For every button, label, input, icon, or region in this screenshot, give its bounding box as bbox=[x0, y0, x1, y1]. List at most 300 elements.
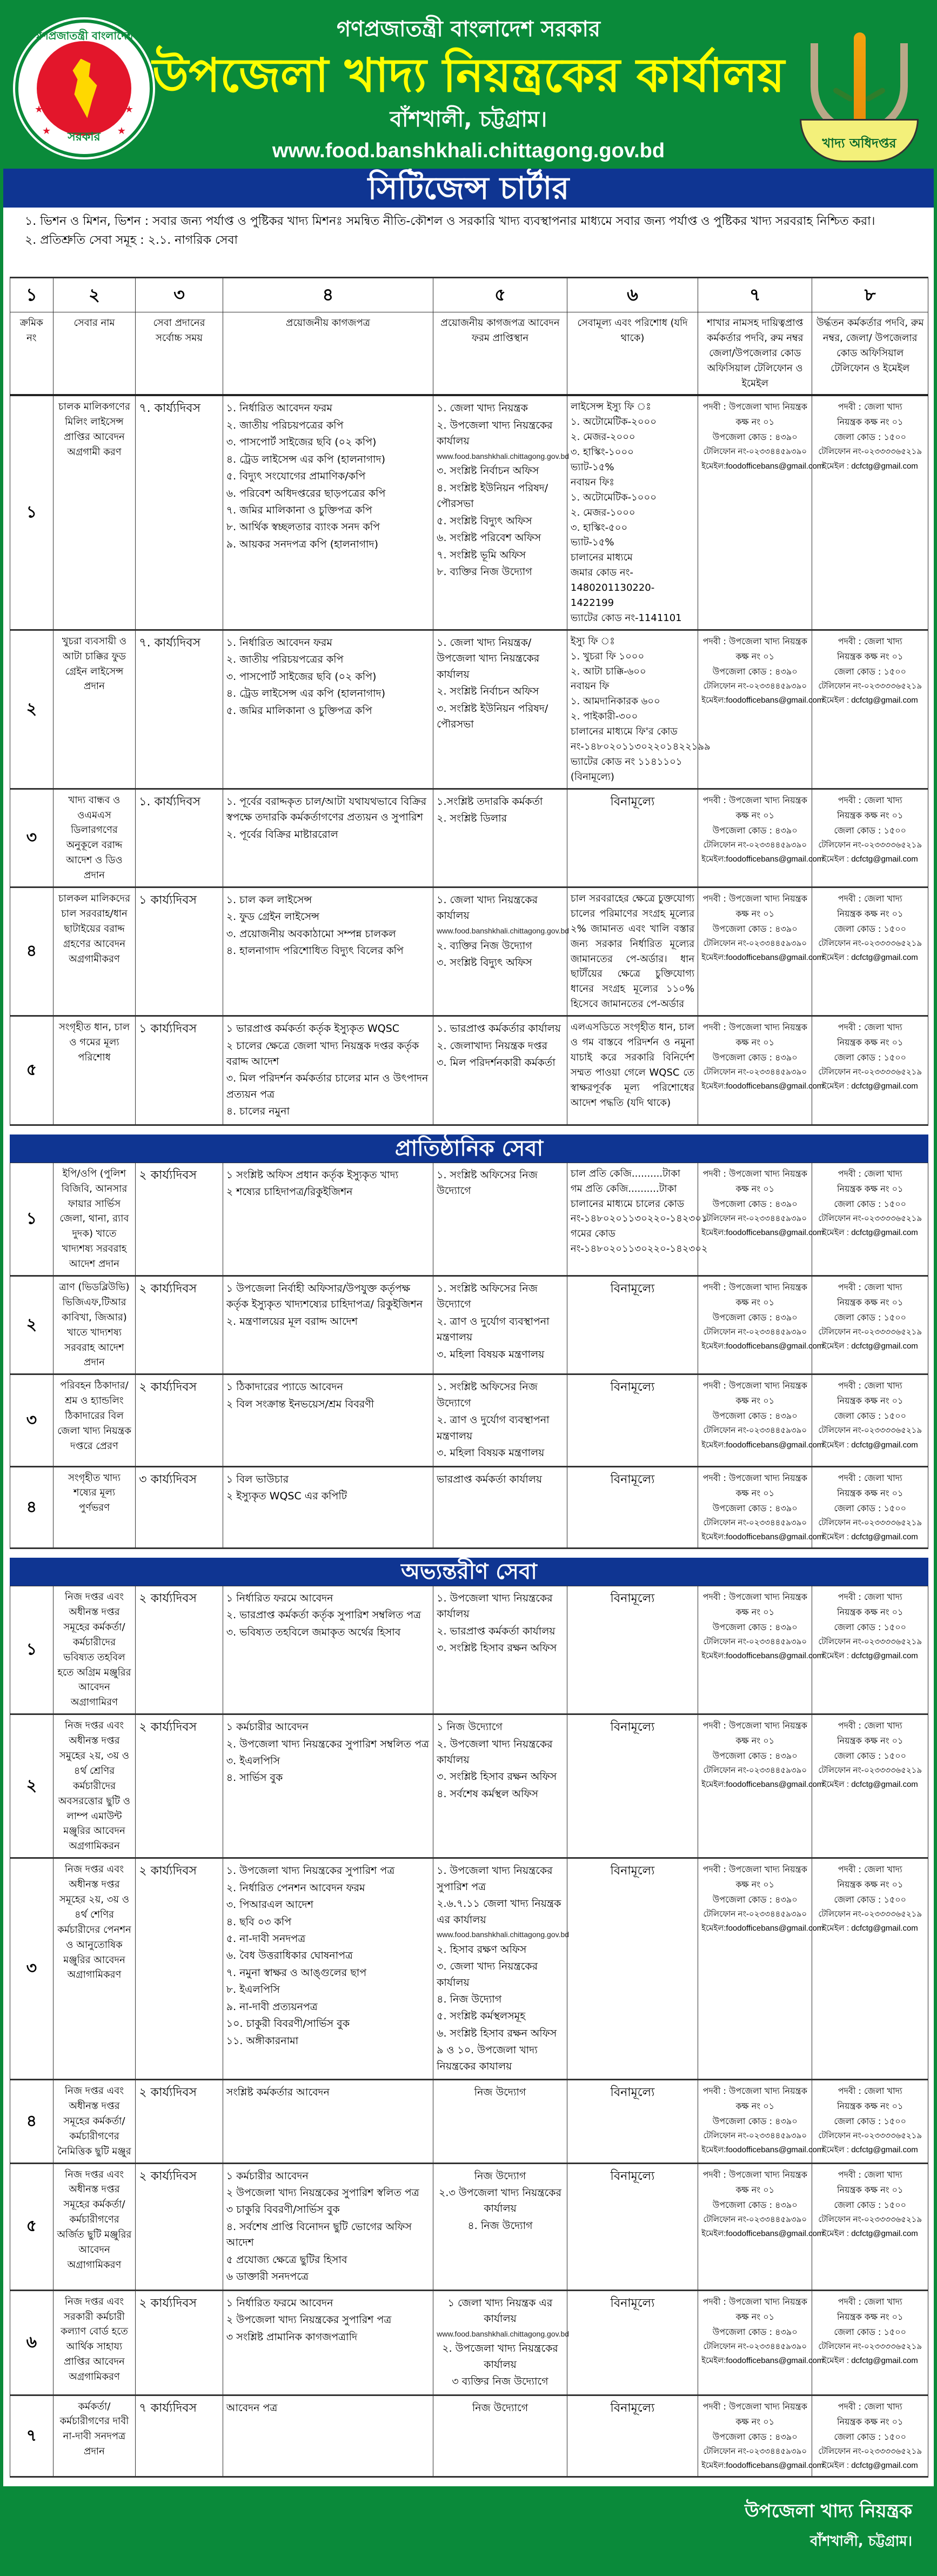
required-documents-line: ৩ সংশ্লিষ্ট প্রামানিক কাগজপত্রাদি bbox=[226, 2331, 358, 2343]
form-source bbox=[433, 1466, 567, 1549]
service-fee bbox=[567, 1163, 708, 1276]
form-source-line: ৫. সংশ্লিষ্ট বিদ্যুৎ অফিস bbox=[437, 515, 532, 527]
contact-code: উপজেলা কোড : ৪৩৯০ bbox=[712, 2199, 798, 2210]
contact-code: উপজেলা কোড : ৪৩৯০ bbox=[712, 1894, 798, 1905]
serial-number: ৫ bbox=[10, 2163, 53, 2290]
form-source bbox=[433, 1858, 570, 2080]
required-documents-line: ২. পূর্বের বিক্রির মাষ্টাররোল bbox=[226, 828, 338, 840]
charter-table bbox=[10, 1163, 928, 1549]
service-fee-line: ভ্যাট-১৫% bbox=[570, 537, 614, 549]
column-header: প্রয়োজনীয় কাগজপত্র আবেদন ফরম প্রাপ্তিস্থান bbox=[433, 312, 567, 395]
contact-phone: টেলিফোন নং-০২৩৩৩৩৬৫২১৯ bbox=[818, 681, 922, 691]
contact-designation2: নিয়ন্ত্রক কক্ষ নং ০১ bbox=[836, 810, 903, 820]
service-name: সংগৃহীত খাদ্য শষ্যের মূল্য পুর্ণভরণ bbox=[53, 1466, 136, 1549]
responsible-officer-contact bbox=[698, 2080, 824, 2163]
contact-phone: টেলিফোন নং-০২৩৩৪৪৫৯৩৯০ bbox=[703, 1327, 807, 1337]
responsible-officer-contact bbox=[698, 630, 824, 789]
page-title: সিটিজেন্স চার্টার bbox=[3, 169, 934, 208]
required-documents-line: ৩. পাসপোর্ট সাইজের ছবি (০২ কপি) bbox=[226, 436, 377, 449]
contact-designation2: নিয়ন্ত্রক কক্ষ নং ০১ bbox=[836, 1487, 903, 1498]
required-documents-line: ১. উপজেলা খাদ্য নিয়ন্ত্রকের সুপারিশ পত্র bbox=[226, 1865, 395, 1877]
charter-table bbox=[10, 1586, 928, 2478]
required-documents bbox=[223, 1276, 433, 1374]
required-documents-line: ১. নির্ধারিত আবেদন ফরম bbox=[226, 402, 332, 415]
required-documents bbox=[223, 789, 433, 887]
service-fee-line: চাল সরবরাহের ক্ষেত্রে চুক্তযোগ্য চালের পরিমাণের সংগ্রহ মূল্যের ২% জামানত এবং খালি বস্তার জন্য সরকার নির্ধারিত মূল্যের জামানতের পে-অর্ডার। ধান ছাটাঁয়ের ক্ষেত্রে চুক্তিযোগ্য ধানের সংগ্রহ মূল্যের ১১০% হিসেবে জামানতের পে-অর্ডার bbox=[570, 893, 695, 1010]
required-documents-line: ১ সংশ্লিষ্ট অফিস প্রধান কর্তৃক ইস্যুকৃত খাদ্য bbox=[226, 1169, 399, 1181]
bangladesh-map-icon bbox=[68, 59, 101, 118]
required-documents-line: আবেদন পত্র bbox=[226, 2401, 278, 2414]
form-source bbox=[433, 395, 570, 630]
required-documents-line: ৫. না-দাবী সনদপত্র bbox=[226, 1932, 306, 1945]
form-source-line: ১. জেলা খাদ্য নিয়ন্ত্রক/ উপজেলা খাদ্য নিয়ন্ত্রকের কার্যালয় bbox=[437, 636, 540, 680]
footer-banner bbox=[3, 2486, 934, 2573]
required-documents bbox=[223, 1374, 433, 1466]
service-fee-line: জমার কোড নং- bbox=[570, 567, 633, 579]
required-documents bbox=[223, 630, 433, 789]
contact-phone: টেলিফোন নং-০২৩৩৩৩৬৫২১৯ bbox=[818, 1637, 922, 1647]
intro-block bbox=[3, 208, 934, 250]
required-documents-line: ২. জাতীয় পরিচয়পত্রের কপি bbox=[226, 653, 344, 666]
contact-code: জেলা কোড : ১৫০০ bbox=[834, 825, 907, 836]
contact-designation: পদবী : জেলা খাদ্য bbox=[838, 2086, 902, 2097]
column-number: ৫ bbox=[433, 278, 567, 312]
form-source-line: নিজ উদ্যোগ bbox=[474, 2170, 526, 2182]
service-fee-line: বিনামূল্যে bbox=[610, 2086, 655, 2100]
service-fee-line: গমের কোড নং-১৪৮০২০১১৩০২২০-১৪২৩০২ bbox=[570, 1228, 708, 1255]
contact-designation2: নিয়ন্ত্রক কক্ষ নং ০১ bbox=[836, 2311, 903, 2322]
form-source-line: ২.৩ উপজেলা খাদ্য নিয়ন্ত্রকের কার্যালয় bbox=[439, 2187, 561, 2215]
serial-number: ৪ bbox=[10, 887, 53, 1016]
max-service-time: ২ কার্য্যদিবস bbox=[136, 1163, 223, 1276]
service-name: সংগৃহীত ধান, চাল ও গমের মূল্য পরিশোধ bbox=[53, 1016, 136, 1125]
contact-room: কক্ষ নং ০১ bbox=[735, 1607, 775, 1618]
contact-designation: পদবী : উপজেলা খাদ্য নিয়ন্ত্রক bbox=[702, 1282, 807, 1293]
superior-officer-contact bbox=[812, 1016, 928, 1125]
service-fee-line: চালানের মাধ্যমে ফি'র কোড নং-১৪৮০২০১১৩০২২০১৪২২১৯৯ bbox=[570, 726, 711, 753]
service-fee bbox=[567, 1276, 698, 1374]
contact-phone: টেলিফোন নং-০২৩৩৩৩৬৫২১৯ bbox=[818, 1213, 922, 1223]
contact-designation: পদবী : জেলা খাদ্য bbox=[838, 1022, 902, 1033]
service-fee bbox=[567, 395, 698, 630]
form-source-line: ৩. মহিলা বিষয়ক মন্ত্রণালয় bbox=[437, 1447, 545, 1459]
service-fee-line: চাল প্রতি কেজি..........টাকা bbox=[570, 1167, 680, 1179]
contact-email: ইমেইল:foodofficebans@gmail.com bbox=[701, 1532, 824, 1541]
form-source-line: ৪. নিজ উদ্যোগ bbox=[437, 1993, 502, 2005]
max-service-time: ৭ কার্য্যদিবস bbox=[136, 2395, 223, 2477]
required-documents-line: ২ উপজেলা খাদ্য নিয়ন্ত্রকের সুপারিশ পত্র bbox=[226, 2314, 392, 2326]
form-source-line: ১. সংশ্লিষ্ট অফিসের নিজ উদ্যোগে bbox=[437, 1381, 538, 1409]
seal-red-disc bbox=[37, 41, 131, 136]
contact-email: ইমেইল:foodofficebans@gmail.com bbox=[701, 696, 824, 705]
star-icon: ★ bbox=[124, 104, 133, 115]
contact-phone: টেলিফোন নং-০২৩৩৩৩৬৫২১৯ bbox=[818, 1910, 922, 1919]
service-fee-line: গম প্রতি কেজি..........টাকা bbox=[570, 1183, 677, 1194]
contact-phone: টেলিফোন নং-০২৩৩৪৪৫৯৩৯০ bbox=[703, 2131, 807, 2141]
form-source-line: ১. সংশ্লিষ্ট অফিসের নিজ উদ্যোগে bbox=[437, 1283, 538, 1311]
contact-designation: পদবী : উপজেলা খাদ্য নিয়ন্ত্রক bbox=[702, 1022, 807, 1033]
required-documents bbox=[223, 2395, 433, 2477]
required-documents-line: ৩. প্রয়োজনীয় অবকাঠামো সম্পন্ন চালকল bbox=[226, 927, 396, 940]
required-documents-line: ৩. ভবিষ্যত তহবিলে জমাকৃত অর্থের হিসাব bbox=[226, 1626, 401, 1638]
contact-code: জেলা কোড : ১৫০০ bbox=[834, 2326, 907, 2337]
service-fee-line: বিনামূল্যে bbox=[610, 1720, 655, 1734]
required-documents-line: ৮. ইএলপিসি bbox=[226, 1984, 280, 1996]
service-fee bbox=[567, 2290, 698, 2395]
contact-code: জেলা কোড : ১৫০০ bbox=[834, 924, 907, 935]
contact-code: জেলা কোড : ১৫০০ bbox=[834, 432, 907, 443]
contact-room: কক্ষ নং ০১ bbox=[735, 2311, 775, 2322]
contact-email: ইমেইল : dcfctg@gmail.com bbox=[822, 1440, 918, 1450]
form-source-line: ১. ভারপ্রাপ্ত কর্মকর্তার কার্যালয় bbox=[437, 1023, 561, 1035]
service-row bbox=[10, 2080, 928, 2163]
contact-code: উপজেলা কোড : ৪৩৯০ bbox=[712, 1198, 798, 1209]
form-source-line: ৩ ব্যক্তির নিজ উদ্যোগে bbox=[452, 2375, 548, 2388]
serial-number: ৩ bbox=[10, 789, 53, 887]
column-header: ক্রমিক নং bbox=[10, 312, 53, 395]
superior-officer-contact bbox=[812, 2290, 928, 2395]
required-documents-line: ৯. না-দাবী প্রত্যয়নপত্র bbox=[226, 2000, 318, 2013]
column-number: ৪ bbox=[223, 278, 433, 312]
superior-officer-contact bbox=[812, 395, 928, 630]
contact-code: উপজেলা কোড : ৪৩৯০ bbox=[712, 432, 798, 443]
contact-designation: পদবী : উপজেলা খাদ্য নিয়ন্ত্রক bbox=[702, 636, 807, 646]
office-name: উপজেলা খাদ্য নিয়ন্ত্রকের কার্যালয় bbox=[152, 49, 785, 103]
superior-officer-contact bbox=[812, 1374, 928, 1466]
service-name: নিজ দপ্তর এবং অধীনস্ত দপ্তর সমূহের কর্মকর্তা/কর্মচারীগণের অর্জিত ছুটি মঞ্জুরির আবেদন অগ্রাগামিকরণ bbox=[53, 2163, 136, 2290]
required-documents-line: ৩. ইএলপিসি bbox=[226, 1755, 280, 1767]
contact-room: কক্ষ নং ০১ bbox=[735, 417, 775, 428]
contact-email: ইমেইল : dcfctg@gmail.com bbox=[822, 953, 918, 963]
required-documents-line: ৯. আয়কর সনদপত্র কপি (হালনাগাদ) bbox=[226, 538, 379, 550]
contact-code: জেলা কোড : ১৫০০ bbox=[834, 1411, 907, 1422]
service-fee-line: ১. অটোমেটিক-১০০০ bbox=[570, 491, 657, 503]
contact-phone: টেলিফোন নং-০২৩৩৩৩৬৫২১৯ bbox=[818, 1426, 922, 1436]
contact-designation: পদবী : জেলা খাদ্য bbox=[838, 1168, 902, 1179]
contact-phone: টেলিফোন নং-০২৩৩৪৪৫৯৩৯০ bbox=[703, 447, 807, 457]
serial-number: ৪ bbox=[10, 1466, 53, 1549]
contact-room: কক্ষ নং ০১ bbox=[735, 1297, 775, 1308]
vision-mission-line: ১. ভিশন ও মিশন, ভিশন : সবার জন্য পর্যাপ্ত ও পুষ্টিকর খাদ্য মিশনঃ সমন্বিত নীতি-কৌশল ও সরকারি খাদ্য ব্যবস্থাপনার মাধ্যমে সবার জন্য পর্যাপ্ত ও পুষ্টিকর খাদ্য সরবরাহ নিশ্চিত করা। bbox=[25, 215, 875, 228]
service-fee bbox=[567, 1374, 698, 1466]
serial-number: ৫ bbox=[10, 1016, 53, 1125]
serial-number: ৬ bbox=[10, 2290, 53, 2395]
form-source-line: www.food.banshkhali.chittagong.gov.bd bbox=[437, 1930, 570, 1939]
column-header: শাখার নামসহ দায়িত্বপ্রাপ্ত কর্মকর্তার পদবি, রুম নম্বর জেলা/উপজেলার কোড অফিসিয়াল টেলিফোন ও ইমেইল bbox=[698, 312, 812, 395]
required-documents-line: ১. নির্ধারিত আবেদন ফরম bbox=[226, 636, 332, 649]
serial-number: ১ bbox=[10, 395, 53, 630]
responsible-officer-contact bbox=[698, 1016, 824, 1125]
service-row bbox=[10, 1374, 928, 1466]
contact-room: কক্ষ নং ০১ bbox=[735, 2416, 775, 2427]
contact-designation: পদবী : জেলা খাদ্য bbox=[838, 795, 902, 805]
superior-officer-contact bbox=[812, 789, 928, 887]
column-label-row bbox=[10, 312, 928, 395]
contact-code: জেলা কোড : ১৫০০ bbox=[834, 666, 907, 677]
required-documents-line: ২ উপজেলা খাদ্য নিয়ন্ত্রকের সুপারিশ স্বলিত পত্র bbox=[226, 2187, 419, 2199]
charter-tables bbox=[3, 277, 934, 2478]
service-fee bbox=[567, 2163, 698, 2290]
contact-phone: টেলিফোন নং-০২৩৩৪৪৫৯৩৯০ bbox=[703, 2341, 807, 2351]
required-documents bbox=[223, 2163, 433, 2290]
contact-email: ইমেইল : dcfctg@gmail.com bbox=[822, 2145, 918, 2155]
contact-email: ইমেইল:foodofficebans@gmail.com bbox=[701, 1082, 824, 1091]
service-fee-line: ২. মেজর-২০০০ bbox=[570, 431, 635, 443]
responsible-officer-contact bbox=[698, 395, 824, 630]
footer-location: বাঁশখালী, চট্টগ্রাম। bbox=[810, 2533, 912, 2550]
star-icon: ★ bbox=[35, 104, 44, 115]
contact-designation2: নিয়ন্ত্রক কক্ষ নং ০১ bbox=[836, 2101, 903, 2112]
required-documents-line: ২. ভারপ্রাপ্ত কর্মকর্তা কর্তৃক সুপারিশ সম্বলিত পত্র bbox=[226, 1609, 421, 1621]
contact-phone: টেলিফোন নং-০২৩৩৪৪৫৯৩৯০ bbox=[703, 1637, 807, 1647]
required-documents-line: ৬ ডাক্তারী সনদপত্রে bbox=[226, 2271, 309, 2283]
required-documents bbox=[223, 2290, 433, 2395]
service-fee-line: ভ্যাটের কোড নং ১১৪১১০১ (বিনামূল্যে) bbox=[570, 756, 682, 783]
form-source bbox=[433, 1374, 567, 1466]
contact-designation2: নিয়ন্ত্রক কক্ষ নং ০১ bbox=[836, 417, 903, 428]
contact-room: কক্ষ নং ০১ bbox=[735, 1736, 775, 1746]
charter-table bbox=[10, 277, 928, 1125]
form-source bbox=[433, 2080, 567, 2163]
contact-room: কক্ষ নং ০১ bbox=[735, 2184, 775, 2195]
max-service-time: ২ কার্য্যদিবস bbox=[136, 1858, 223, 2080]
service-row bbox=[10, 2395, 928, 2477]
responsible-officer-contact bbox=[698, 1163, 824, 1276]
service-fee-line: বিনামূল্যে bbox=[610, 1282, 655, 1296]
form-source-line: ৪. নিজ উদ্যোগ bbox=[467, 2219, 533, 2232]
service-name: চালক মালিকগণের মিলিং লাইসেন্স প্রাপ্তির আবেদন অগ্রগামী করণ bbox=[53, 395, 136, 630]
contact-designation2: নিয়ন্ত্রক কক্ষ নং ০১ bbox=[836, 1183, 903, 1194]
contact-code: উপজেলা কোড : ৪৩৯০ bbox=[712, 1052, 798, 1063]
service-row bbox=[10, 789, 928, 887]
contact-phone: টেলিফোন নং-০২৩৩৩৩৬৫২১৯ bbox=[818, 1518, 922, 1527]
service-fee-line: ৩. হাস্কিং-৫০০ bbox=[570, 522, 628, 533]
contact-code: উপজেলা কোড : ৪৩৯০ bbox=[712, 1503, 798, 1513]
contact-code: উপজেলা কোড : ৪৩৯০ bbox=[712, 2431, 798, 2442]
serial-number: ১ bbox=[10, 1163, 53, 1276]
contact-phone: টেলিফোন নং-০২৩৩৩৩৬৫২১৯ bbox=[818, 447, 922, 457]
superior-officer-contact bbox=[812, 2395, 928, 2477]
contact-email: ইমেইল:foodofficebans@gmail.com bbox=[701, 1780, 824, 1790]
form-source bbox=[433, 887, 570, 1016]
max-service-time: ৭. কার্য্যদিবস bbox=[136, 395, 223, 630]
contact-designation: পদবী : উপজেলা খাদ্য নিয়ন্ত্রক bbox=[702, 1472, 807, 1483]
required-documents-line: ২. উপজেলা খাদ্য নিয়ন্ত্রকের সুপারিশ সম্বলিত পত্র bbox=[226, 1738, 429, 1750]
form-source-line: ১. উপজেলা খাদ্য নিয়ন্ত্রকের কার্যালয় bbox=[437, 1592, 553, 1620]
service-row bbox=[10, 1858, 928, 2080]
service-fee bbox=[567, 630, 711, 789]
contact-email: ইমেইল : dcfctg@gmail.com bbox=[822, 2228, 918, 2238]
form-source-line: ১ জেলা খাদ্য নিয়ন্ত্রক এর কার্যালয় bbox=[447, 2297, 553, 2325]
form-source-line: ২. জেলাখাদ্য নিয়ন্ত্রক দপ্তর bbox=[437, 1039, 547, 1052]
service-fee-line: নবায়ন ফি bbox=[570, 680, 610, 692]
required-documents-line: ৭. জমির মালিকানা ও চুক্তিপত্র কপি bbox=[226, 504, 372, 517]
max-service-time: ২ কার্য্যদিবস bbox=[136, 2290, 223, 2395]
form-source bbox=[433, 1163, 567, 1276]
contact-designation: পদবী : জেলা খাদ্য bbox=[838, 1592, 902, 1603]
contact-room: কক্ষ নং ০১ bbox=[735, 909, 775, 919]
form-source-line: নিজ উদ্যোগে bbox=[472, 2401, 528, 2414]
contact-room: কক্ষ নং ০১ bbox=[735, 1183, 775, 1194]
service-fee-line: বিনামূল্যে bbox=[610, 2169, 655, 2183]
section-title-bar: অভ্যন্তরীণ সেবা bbox=[10, 1558, 928, 1586]
max-service-time: ২ কার্য্যদিবস bbox=[136, 2163, 223, 2290]
responsible-officer-contact bbox=[698, 887, 824, 1016]
form-source-line: ভারপ্রাপ্ত কর্মকর্তা কার্যালয় bbox=[437, 1473, 543, 1485]
service-fee-line: ২. আটা চাক্কি-৬০০ bbox=[570, 665, 646, 677]
contact-code: জেলা কোড : ১৫০০ bbox=[834, 2431, 907, 2442]
star-icon: ★ bbox=[117, 125, 126, 137]
contact-email: ইমেইল:foodofficebans@gmail.com bbox=[701, 2228, 824, 2238]
contact-designation2: নিয়ন্ত্রক কক্ষ নং ০১ bbox=[836, 1607, 903, 1618]
required-documents-line: ৪. চালের নমুনা bbox=[226, 1105, 290, 1118]
responsible-officer-contact bbox=[698, 1374, 824, 1466]
form-source-line: ২. সংশ্লিষ্ট ডিলার bbox=[437, 812, 507, 825]
service-fee bbox=[567, 2395, 698, 2477]
responsible-officer-contact bbox=[698, 1466, 824, 1549]
contact-phone: টেলিফোন নং-০২৩৩৪৪৫৯৩৯০ bbox=[703, 1910, 807, 1919]
service-fee-line: ১. অটোমেটিক-২০০০ bbox=[570, 416, 657, 428]
service-row bbox=[10, 2163, 928, 2290]
max-service-time: ২ কার্য্যদিবস bbox=[136, 1276, 223, 1374]
services-line: ২. প্রতিশ্রুতি সেবা সমূহ : ২.১. নাগরিক সেবা bbox=[25, 233, 238, 248]
contact-phone: টেলিফোন নং-০২৩৩৩৩৬৫২১৯ bbox=[818, 1766, 922, 1776]
service-row bbox=[10, 1276, 928, 1374]
form-source-line: ৩. সংশ্লিষ্ট ইউনিয়ন পরিষদ/পৌরসভা bbox=[437, 702, 548, 730]
contact-phone: টেলিফোন নং-০২৩৩৪৪৫৯৩৯০ bbox=[703, 1426, 807, 1436]
contact-room: কক্ষ নং ০১ bbox=[735, 1396, 775, 1406]
required-documents-line: ৪. ট্রেড লাইসেন্স এর কপি (হালনাগাদ) bbox=[226, 688, 385, 700]
form-source bbox=[433, 1016, 567, 1125]
required-documents-line: ১ ভারপ্রাপ্ত কর্মকর্তা কর্তৃক ইস্যুকৃত WQSC bbox=[226, 1023, 400, 1035]
section-title-bar: প্রাতিষ্ঠানিক সেবা bbox=[10, 1134, 928, 1163]
form-source-line: www.food.banshkhali.chittagong.gov.bd bbox=[437, 926, 570, 935]
service-fee-line: ২. মেজর-১০০০ bbox=[570, 506, 635, 518]
required-documents-line: ৬. পরিবেশ অধিদপ্তরের ছাড়পত্রের কপি bbox=[226, 487, 386, 499]
service-name: নিজ দপ্তর এবং সরকারী কর্মচারী কল্যাণ বোর্ড হতে আর্থিক সাহায্য প্রাপ্তির আবেদন অগ্রগামিকরণ bbox=[53, 2290, 136, 2395]
contact-email: ইমেইল:foodofficebans@gmail.com bbox=[701, 1342, 824, 1351]
contact-designation2: নিয়ন্ত্রক কক্ষ নং ০১ bbox=[836, 2416, 903, 2427]
contact-phone: টেলিফোন নং-০২৩৩৪৪৫৯৩৯০ bbox=[703, 1518, 807, 1527]
contact-designation: পদবী : জেলা খাদ্য bbox=[838, 1864, 902, 1875]
contact-email: ইমেইল : dcfctg@gmail.com bbox=[822, 1082, 918, 1091]
service-fee-line: বিনামূল্যে bbox=[610, 795, 655, 809]
contact-code: উপজেলা কোড : ৪৩৯০ bbox=[712, 825, 798, 836]
serial-number: ৭ bbox=[10, 2395, 53, 2477]
government-name: গণপ্রজাতন্ত্রী বাংলাদেশ সরকার bbox=[337, 17, 600, 42]
required-documents-line: ৫. জমির মালিকানা ও চুক্তিপত্র কপি bbox=[226, 704, 372, 717]
service-fee bbox=[567, 887, 698, 1016]
form-source-line: ২. ব্যক্তির নিজ উদ্যোগ bbox=[437, 939, 532, 952]
form-source bbox=[433, 2163, 567, 2290]
service-fee-line: বিনামূল্যে bbox=[610, 2296, 655, 2310]
required-documents-line: সংশ্লিষ্ট কর্মকর্তার আবেদন bbox=[226, 2086, 330, 2099]
header-banner bbox=[3, 0, 934, 169]
superior-officer-contact bbox=[812, 1276, 928, 1374]
contact-code: উপজেলা কোড : ৪৩৯০ bbox=[712, 924, 798, 935]
contact-designation: পদবী : উপজেলা খাদ্য নিয়ন্ত্রক bbox=[702, 2296, 807, 2307]
required-documents-line: ১ নির্ধারিত ফরমে আবেদন bbox=[226, 2297, 333, 2309]
contact-designation: পদবী : উপজেলা খাদ্য নিয়ন্ত্রক bbox=[702, 2169, 807, 2180]
form-source bbox=[433, 1714, 567, 1858]
max-service-time: ২ কার্য্যদিবস bbox=[136, 1714, 223, 1858]
form-source-line: নিজ উদ্যোগ bbox=[474, 2086, 526, 2099]
service-fee-line: 1480201130220-1422199 bbox=[570, 582, 655, 609]
service-fee-line: নবায়ন ফিঃ bbox=[570, 476, 614, 488]
contact-designation: পদবী : উপজেলা খাদ্য নিয়ন্ত্রক bbox=[702, 893, 807, 904]
required-documents-line: ৪. ছবি ০৩ কপি bbox=[226, 1916, 292, 1928]
contact-designation: পদবী : জেলা খাদ্য bbox=[838, 2401, 902, 2412]
max-service-time: ১ কার্য্যদিবস bbox=[136, 887, 223, 1016]
superior-officer-contact bbox=[812, 1858, 928, 2080]
service-fee-line: ভ্যাট-১৫% bbox=[570, 461, 614, 473]
required-documents-line: ২ চালের ক্ষেত্রে জেলা খাদ্য নিয়ন্ত্রক দপ্তর কর্তৃক বরাদ্দ আদেশ bbox=[226, 1039, 419, 1068]
service-name: নিজ দপ্তর এবং অধীনস্ত দপ্তর সমূহের কর্মকর্তা/কর্মচারীগণের নৈমিত্তিক ছুটি মঞ্জুর bbox=[53, 2080, 136, 2163]
required-documents-line: ২. মন্ত্রণালয়ের মূল বরাদ্দ আদেশ bbox=[226, 1315, 358, 1327]
contact-designation: পদবী : জেলা খাদ্য bbox=[838, 1472, 902, 1483]
contact-code: জেলা কোড : ১৫০০ bbox=[834, 1622, 907, 1633]
required-documents-line: ১ ঠিকাদারের প্যাডে আবেদন bbox=[226, 1381, 343, 1393]
service-fee bbox=[567, 1858, 698, 2080]
required-documents-line: ২. জাতীয় পরিচয়পত্রের কপি bbox=[226, 419, 344, 431]
seal-ring-top-text: গণপ্রজাতন্ত্রী বাংলাদেশ bbox=[35, 29, 133, 42]
superior-officer-contact bbox=[812, 2163, 928, 2290]
service-name: খুচরা ব্যবসায়ী ও আটা চাক্কির ফুড গ্রেইন লাইসেন্স প্রদান bbox=[53, 630, 136, 789]
max-service-time: ২ কার্য্যদিবস bbox=[136, 1586, 223, 1714]
required-documents bbox=[223, 2080, 433, 2163]
form-source-line: ৬. সংশ্লিষ্ট পরিবেশ অফিস bbox=[437, 532, 541, 544]
service-row bbox=[10, 887, 928, 1016]
form-source-line: www.food.banshkhali.chittagong.gov.bd bbox=[437, 451, 570, 461]
service-name: ত্রাণ (ভিডব্লিউভি) ভিজিএফ,টিআর কাবিখা, জিআর) খাতে খাদ্যশষ্য সরবরাহ আদেশ প্রদান bbox=[53, 1276, 136, 1374]
service-fee-line: ৩. হাস্কিং-১০০০ bbox=[570, 446, 634, 458]
required-documents-line: ২ ইস্যুকৃত WQSC এর কপিটি bbox=[226, 1490, 347, 1502]
form-source-line: ১.সংশ্লিষ্ট তদারকি কর্মকর্তা bbox=[437, 795, 543, 807]
service-fee-line: বিনামূল্যে bbox=[610, 2401, 655, 2415]
required-documents-line: ৩. পিআরএল আদেশ bbox=[226, 1899, 313, 1911]
form-source-line: ৩. সংশ্লিষ্ট হিসাব রক্ষন অফিস bbox=[437, 1642, 557, 1654]
responsible-officer-contact bbox=[698, 2163, 824, 2290]
contact-phone: টেলিফোন নং-০২৩৩৩৩৬৫২১৯ bbox=[818, 1327, 922, 1337]
column-number: ২ bbox=[53, 278, 136, 312]
required-documents-line: ৪. সর্বশেষ প্রাপ্তি বিনোদন ছুটি ভোগের অফিস আদেশ bbox=[226, 2220, 412, 2249]
service-row bbox=[10, 1163, 928, 1276]
column-number: ১ bbox=[10, 278, 53, 312]
contact-phone: টেলিফোন নং-০২৩৩৪৪৫৯৩৯০ bbox=[703, 1766, 807, 1776]
service-name: নিজ দপ্তর এবং অধীনস্ত দপ্তর সমূহের কর্মকর্তা/কর্মচারীদের ভবিষ্যত তহবিল হতে অগ্রিম মঞ্জুরির আবেদন অগ্রাগামিরণ bbox=[53, 1586, 136, 1714]
contact-designation: পদবী : উপজেলা খাদ্য নিয়ন্ত্রক bbox=[702, 2086, 807, 2097]
form-source-line: ৮. ব্যক্তির নিজ উদ্যোগ bbox=[437, 566, 532, 578]
form-source-line: ১. জেলা খাদ্য নিয়ন্ত্রকের কার্যালয় bbox=[437, 894, 538, 922]
required-documents-line: ১ উপজেলা নির্বাহী অফিসার/উপযুক্ত কর্তৃপক্ষ কর্তৃক ইস্যুকৃত খাদ্যশষ্যের চাহিদাপত্র/ রিকুইজিশন bbox=[226, 1283, 423, 1311]
contact-email: ইমেইল:foodofficebans@gmail.com bbox=[701, 1651, 824, 1661]
serial-number: ৪ bbox=[10, 2080, 53, 2163]
service-row bbox=[10, 1714, 928, 1858]
serial-number: ২ bbox=[10, 1714, 53, 1858]
form-source-line: ৫. সংশ্লিষ্ট কর্মস্থলসমূহ bbox=[437, 2010, 526, 2023]
required-documents bbox=[223, 887, 433, 1016]
responsible-officer-contact bbox=[698, 1276, 824, 1374]
form-source bbox=[433, 1586, 567, 1714]
contact-designation2: নিয়ন্ত্রক কক্ষ নং ০১ bbox=[836, 909, 903, 919]
contact-room: কক্ষ নং ০১ bbox=[735, 810, 775, 820]
contact-phone: টেলিফোন নং-০২৩৩৪৪৫৯৩৯০ bbox=[703, 2214, 807, 2224]
food-directorate-logo-icon bbox=[800, 27, 919, 162]
service-fee-line: ইস্যু ফি ঃ bbox=[570, 635, 615, 647]
service-fee bbox=[567, 1586, 698, 1714]
contact-email: ইমেইল:foodofficebans@gmail.com bbox=[701, 2145, 824, 2155]
required-documents-line: ১ কর্মচারীর আবেদন bbox=[226, 2170, 309, 2182]
